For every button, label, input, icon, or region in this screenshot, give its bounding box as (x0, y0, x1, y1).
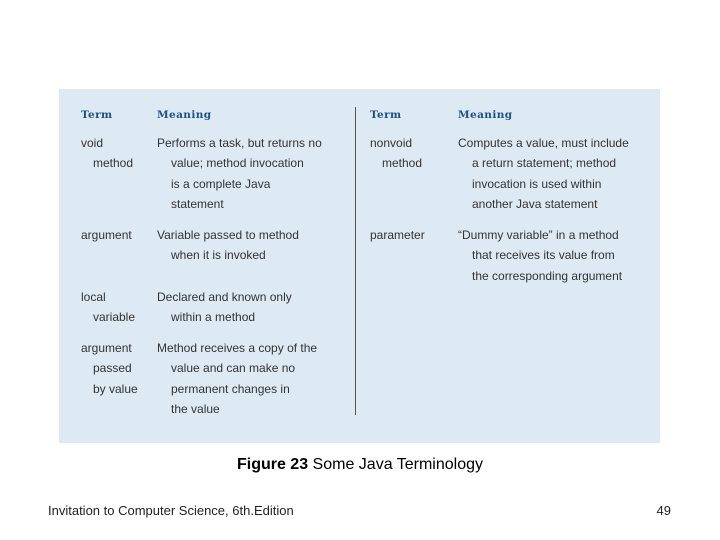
column-divider (355, 107, 356, 415)
term-argument: argument (81, 228, 132, 242)
figure-label: Figure 23 (236, 456, 309, 473)
header-term-right: Term (370, 109, 402, 121)
meaning-void-method: Performs a task, but returns no value; method invocation is a complete Java statement (157, 136, 322, 211)
header-term-left: Term (81, 109, 113, 121)
term-argument-passed-by-value: argument passed by value (81, 341, 138, 396)
footer-book-title: Invitation to Computer Science, 6th.Edition (48, 503, 294, 518)
meaning-argument: Variable passed to method when it is invoked (157, 228, 299, 263)
terminology-table (59, 89, 660, 443)
meaning-local-variable: Declared and known only within a method (157, 290, 292, 325)
term-void-method: void method (81, 136, 134, 171)
meaning-argument-passed-by-value: Method receives a copy of the value and can make no permanent changes in the value (157, 341, 318, 416)
header-meaning-right: Meaning (458, 109, 513, 121)
term-parameter: parameter (370, 228, 425, 242)
term-nonvoid-method: nonvoid method (370, 136, 423, 171)
header-meaning-left: Meaning (157, 109, 212, 121)
meaning-nonvoid-method: Computes a value, must include a return statement; method invocation is used within another Java statement (458, 136, 629, 211)
figure-title: Some Java Terminology (308, 456, 484, 473)
figure-caption (0, 456, 720, 474)
term-local-variable: local variable (81, 290, 136, 325)
meaning-parameter: “Dummy variable” in a method that receives its value from the corresponding argument (458, 228, 623, 283)
page-number: 49 (656, 503, 671, 518)
